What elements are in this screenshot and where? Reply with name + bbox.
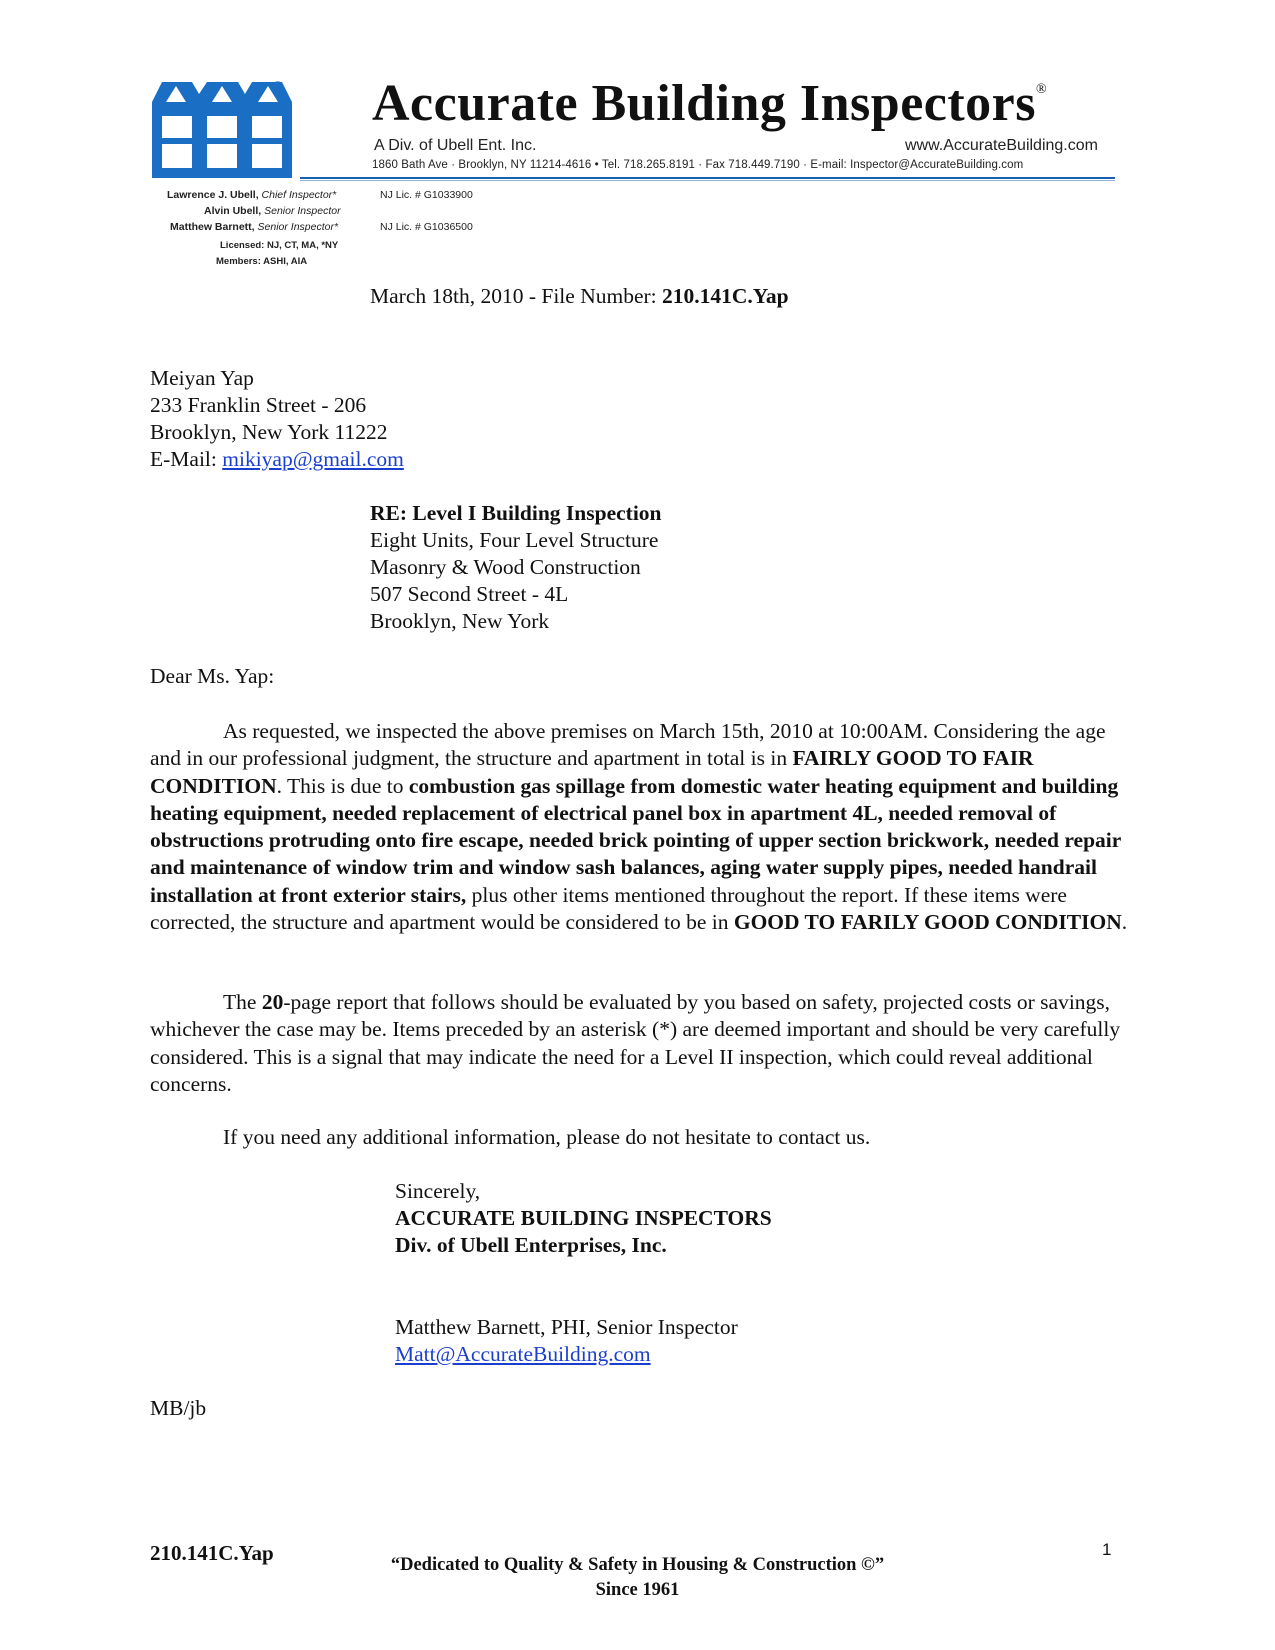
para1-issues: combustion gas spillage from domestic water heating equipment and building heating equipment, needed replacement of electrical panel box in apartment 4L, needed removal of obstructions protruding onto fire escape, needed brick pointing of upper section brickwork, needed repair and maintenance of window trim and window sash balances, aging water supply pipes, needed handrail installation at front exterior stairs, — [150, 773, 1121, 907]
recipient-name: Meiyan Yap — [150, 366, 254, 390]
staff-entry — [167, 189, 336, 201]
company-name — [372, 74, 1047, 133]
paragraph-report-info — [150, 989, 1130, 1098]
para2-page-count: 20 — [261, 990, 284, 1014]
para2-text-2: -page report that follows should be evaluated by you based on safety, projected costs or savings, whichever the case may be. Items preceded by an asterisk (*) are deemed important and should be very carefully considered. This is a signal that may indicate the need for a Level II inspection, which could reveal additional concerns. — [150, 990, 1121, 1096]
footer-file-number: 210.141C.Yap — [150, 1541, 274, 1565]
initials: MB/jb — [150, 1396, 207, 1420]
re-city: Brooklyn, New York — [370, 609, 550, 633]
salutation: Dear Ms. Yap: — [150, 664, 275, 688]
staff-license: NJ Lic. # G1036500 — [380, 221, 473, 233]
para1-text-1: As requested, we inspected the above premises on March 15th, 2010 at 10:00AM. Considering the age and in our professional judgment, the structure and apartment in total is in — [150, 719, 1106, 771]
recipient-street: 233 Franklin Street - 206 — [150, 393, 367, 417]
logo-registered-mark: ® — [274, 80, 282, 91]
paragraph-contact: If you need any additional information, please do not hesitate to contact us. — [223, 1125, 871, 1149]
registered-mark: ® — [1036, 82, 1048, 97]
company-website: www.AccurateBuilding.com — [905, 137, 1098, 154]
paragraph-findings — [150, 718, 1130, 936]
date-text: March 18th, 2010 - File Number: — [370, 284, 662, 308]
company-division: A Div. of Ubell Ent. Inc. — [374, 137, 537, 154]
staff-title: Chief Inspector* — [261, 189, 337, 201]
re-title: RE: Level I Building Inspection — [370, 501, 662, 525]
signer-email-link[interactable]: Matt@AccurateBuilding.com — [395, 1342, 651, 1366]
date-file-line — [370, 283, 789, 311]
staff-title: Senior Inspector* — [257, 221, 339, 233]
staff-name: Alvin Ubell, — [204, 205, 262, 217]
re-construction: Masonry & Wood Construction — [370, 555, 641, 579]
recipient-email-link[interactable]: mikiyap@gmail.com — [222, 447, 404, 471]
memberships: Members: ASHI, AIA — [216, 256, 308, 267]
staff-entry — [204, 205, 341, 217]
header-divider — [300, 177, 1115, 179]
header-divider-secondary — [300, 180, 1115, 181]
company-name-text: Accurate Building Inspectors — [372, 75, 1036, 132]
para2-text-1: The — [223, 990, 262, 1014]
para1-text-2: . This is due to — [276, 773, 409, 798]
re-address: 507 Second Street - 4L — [370, 582, 569, 606]
footer-since: Since 1961 — [595, 1580, 680, 1600]
email-label: E-Mail: — [150, 447, 223, 471]
para1-text-3: plus other items mentioned throughout the report. If these items were corrected, the structure and apartment would be considered to be in — [150, 882, 1067, 935]
recipient-email-line — [150, 446, 404, 474]
re-structure: Eight Units, Four Level Structure — [370, 528, 659, 552]
para1-text-4: . — [1121, 910, 1128, 935]
staff-name: Lawrence J. Ubell, — [167, 189, 259, 201]
company-logo — [152, 80, 297, 180]
signer-name: Matthew Barnett, PHI, Senior Inspector — [395, 1315, 738, 1339]
closing-company: ACCURATE BUILDING INSPECTORS — [395, 1206, 772, 1230]
para1-condition-current: FAIRLY GOOD TO FAIR CONDITION — [150, 746, 1034, 798]
company-address-line: 1860 Bath Ave · Brooklyn, NY 11214-4616 • Tel. 718.265.8191 · Fax 718.449.7190 · E-mail: Inspector@AccurateBuilding.com — [372, 159, 1024, 171]
para1-condition-corrected: GOOD TO FARILY GOOD CONDITION — [733, 910, 1122, 935]
closing-sincerely: Sincerely, — [395, 1179, 481, 1203]
footer-motto: “Dedicated to Quality & Safety in Housing & Construction ©” — [390, 1555, 885, 1575]
staff-title: Senior Inspector — [264, 205, 341, 217]
staff-license: NJ Lic. # G1033900 — [380, 189, 473, 201]
licensed-states: Licensed: NJ, CT, MA, *NY — [220, 240, 339, 251]
footer-motto-block — [0, 1553, 1275, 1603]
page-number: 1 — [1102, 1540, 1112, 1559]
staff-entry — [170, 221, 338, 233]
file-number: 210.141C.Yap — [662, 284, 789, 308]
closing-division: Div. of Ubell Enterprises, Inc. — [395, 1233, 667, 1257]
recipient-city: Brooklyn, New York 11222 — [150, 420, 388, 444]
staff-name: Matthew Barnett, — [170, 221, 255, 233]
